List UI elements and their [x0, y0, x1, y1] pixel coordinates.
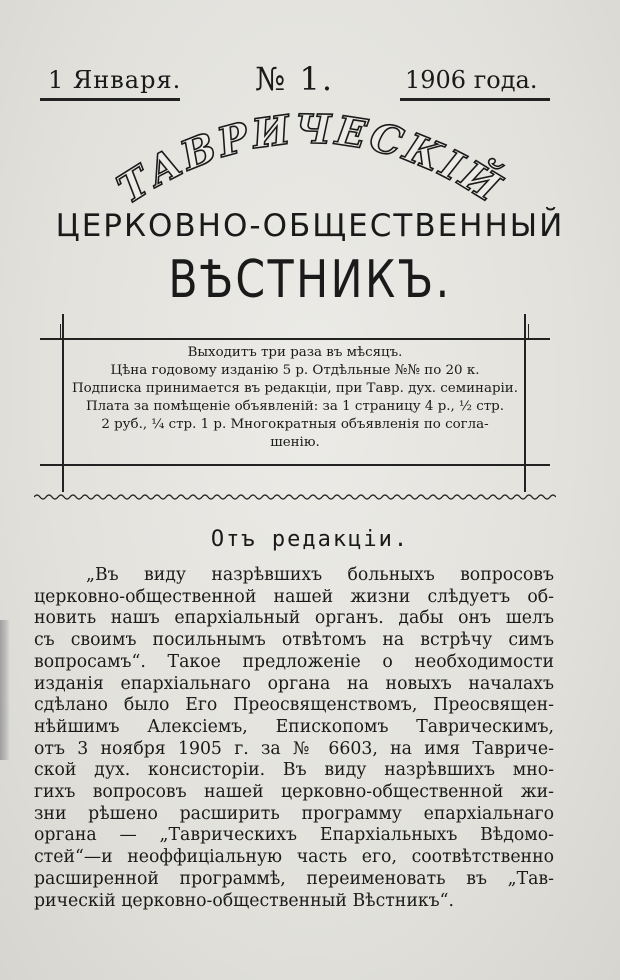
body-line: церковно-общественной нашей жизни слѣдуетъ об- [34, 586, 554, 607]
box-right-tick [528, 324, 529, 338]
body-line: изданія епархіальнаго органа на новыхъ началахъ [34, 673, 554, 694]
body-line: стей“—и неоффиціальную часть его, соотвѣтственно [34, 847, 554, 868]
title-line1: ТАВРИЧЕСКІЙ [108, 105, 511, 212]
body-line: вопросамъ“. Такое предложеніе о необходимости [34, 651, 554, 672]
section-title: Отъ редакціи. [210, 527, 410, 552]
body-line: новить нашъ епархіальный органъ. дабы онъ шелъ [34, 608, 554, 629]
info-line: Плата за помѣщеніе объявленій: за 1 страницу 4 р., ½ стр. [85, 399, 505, 414]
body-line: съ своимъ посильнымъ отвѣтомъ на встрѣчу симъ [34, 630, 554, 651]
issue-year: 1906 года. [405, 66, 538, 94]
title-line2: ЦЕРКОВНО-ОБЩЕСТВЕННЫЙ [55, 208, 565, 244]
box-top-rule [40, 338, 550, 340]
title-arched-word [90, 92, 530, 212]
body-line: „Въ виду назрѣвшихъ больныхъ вопросовъ [86, 565, 554, 585]
body-line: расширенной программѣ, переименовать въ „Тав- [34, 868, 554, 889]
info-line: Выходитъ три раза въ мѣсяцъ. [187, 345, 403, 360]
body-line: нѣйшимъ Алексіемъ, Епископомъ Таврическимъ, [34, 716, 554, 737]
body-line: зни рѣшено расширить программу епархіальнаго [34, 803, 554, 824]
editorial-body [34, 565, 554, 912]
box-left-tick [60, 324, 61, 338]
issue-date: 1 Января. [48, 66, 182, 94]
body-line: сдѣлано было Его Преосвященствомъ, Преосвящен- [34, 695, 554, 716]
info-line: 2 руб., ¼ стр. 1 р. Многократныя объявленія по согла- [101, 417, 489, 432]
body-line: отъ 3 ноября 1905 г. за № 6603, на имя Тавриче- [34, 738, 554, 759]
info-line: Цѣна годовому изданію 5 р. Отдѣльные №№ по 20 к. [110, 363, 480, 378]
box-left-rule [62, 314, 64, 492]
body-line: рическій церковно-общественный Вѣстникъ“. [34, 890, 454, 911]
issue-number: № 1. [255, 60, 334, 98]
box-right-rule [524, 314, 526, 492]
info-line: шенію. [270, 435, 320, 450]
box-bottom-rule [40, 464, 550, 466]
info-text [70, 344, 520, 452]
svg-text:ТАВРИЧЕСКІЙ [109, 106, 512, 212]
body-line: гихъ вопросовъ нашей церковно-общественной жи- [34, 782, 554, 803]
subscription-info-box [40, 314, 550, 492]
wavy-divider [34, 493, 556, 501]
body-line: органа — „Таврическихъ Епархіальныхъ Вѣдомо- [34, 825, 554, 846]
title-line3: ВѢСТНИКЪ. [168, 250, 452, 310]
info-line: Подписка принимается въ редакціи, при Тавр. дух. семинаріи. [71, 381, 518, 396]
body-line: ской дух. консисторіи. Въ виду назрѣвшихъ мно- [34, 760, 554, 781]
binding-shadow [0, 620, 10, 760]
